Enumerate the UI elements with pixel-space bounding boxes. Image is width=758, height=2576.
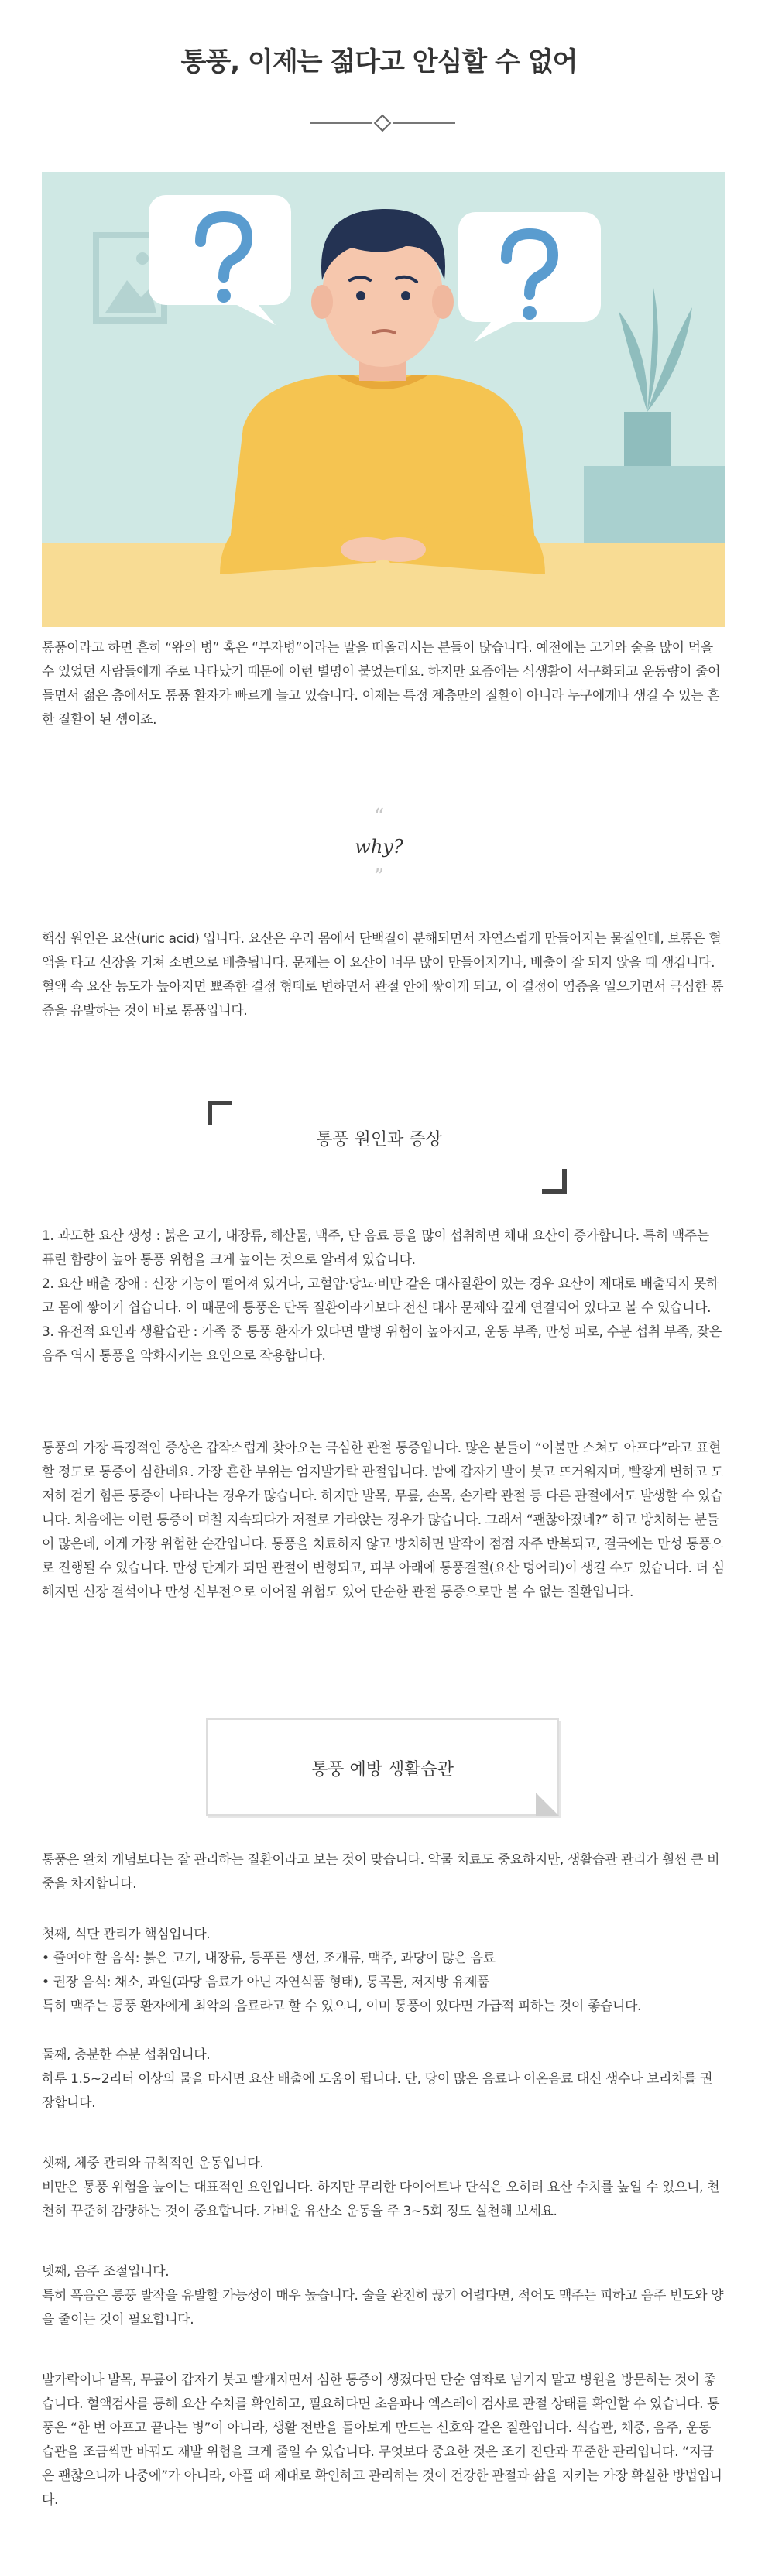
alcohol-section xyxy=(42,2260,725,2332)
alcohol-body: 특히 폭음은 통풍 발작을 유발할 가능성이 매우 높습니다. 술을 완전히 끊기 어렵다면, 적어도 맥주는 피하고 음주 빈도와 양을 줄이는 것이 필요합니다. xyxy=(42,2288,724,2328)
prevention-intro: 통풍은 완치 개념보다는 잘 관리하는 질환이라고 보는 것이 맞습니다. 약물 치료도 중요하지만, 생활습관 관리가 훨씬 큰 비중을 차지합니다. xyxy=(42,1852,720,1892)
exercise-heading: 셋째, 체중 관리와 규칙적인 운동입니다. xyxy=(42,2156,264,2171)
diet-reduce: • 줄여야 할 음식: 붉은 고기, 내장류, 등푸른 생선, 조개류, 맥주, 과당이 많은 음료 xyxy=(42,1951,496,1966)
water-section xyxy=(42,2043,725,2115)
page-title: 통풍, 이제는 젊다고 안심할 수 없어 xyxy=(180,46,578,77)
symptoms-paragraph: 통풍의 가장 특징적인 증상은 갑작스럽게 찾아오는 극심한 관절 통증입니다. 많은 분들이 “이불만 스쳐도 아프다”라고 표현할 정도로 통증이 심한데요. 가장 흔한 부위는 엄지발가락 관절입니다. 밤에 갑자기 발이 붓고 뜨거워지며, 빨갛게 변하고 도저히 걷기 힘든 통증이 나타나는 경우가 많습니다. 하지만 발목, 무릎, 손목, 손가락 관절 등 다른 관절에서도 발생할 수 있습니다. 처음에는 이런 통증이 며칠 지속되다가 저절로 가라앉는 경우가 많습니다. 그래서 “괜찮아졌네?” 하고 방치하는 분들이 많은데, 이게 가장 위험한 순간입니다. 통풍을 치료하지 않고 방치하면 발작이 점점 자주 반복되고, 결국에는 만성 통풍으로 진행될 수 있습니다. 만성 단계가 되면 관절이 변형되고, 피부 아래에 통풍결절(요산 덩어리)이 생길 수도 있습니다. 더 심해지면 신장 결석이나 만성 신부전으로 이어질 위험도 있어 단순한 관절 통증으로만 볼 수 없는 질환입니다. xyxy=(42,1440,725,1600)
causes-list xyxy=(42,1225,725,1368)
diamond-icon xyxy=(374,115,392,132)
cause-item-3: 3. 유전적 요인과 생활습관 : 가족 중 통풍 환자가 있다면 발병 위험이 높아지고, 운동 부족, 만성 피로, 수분 섭취 부족, 잦은 음주 역시 통풍을 악화시키는 요인으로 작용합니다. xyxy=(42,1324,722,1364)
section-title-card xyxy=(206,1718,559,1816)
diet-recommend: • 권장 음식: 채소, 과일(과당 음료가 아닌 자연식품 형태), 통곡물, 저지방 유제품 xyxy=(42,1975,490,1990)
water-heading: 둘째, 충분한 수분 섭취입니다. xyxy=(42,2047,211,2063)
page-fold-icon xyxy=(536,1793,559,1816)
bracket-bottom-right-icon xyxy=(542,1169,567,1194)
alcohol-heading: 넷째, 음주 조절입니다. xyxy=(42,2264,170,2280)
diet-heading: 첫째, 식단 관리가 핵심입니다. xyxy=(42,1927,211,1942)
why-heading: why? xyxy=(355,836,403,858)
quote-open-icon: “ xyxy=(373,805,385,828)
exercise-section xyxy=(42,2152,725,2224)
section-title-prevention: 통풍 예방 생활습관 xyxy=(310,1760,454,1780)
cause-item-2: 2. 요산 배출 장애 : 신장 기능이 떨어져 있거나, 고혈압·당뇨·비만 같은 대사질환이 있는 경우 요산이 제대로 배출되지 못하고 몸에 쌓이기 쉽습니다. 이 때문에 통풍은 단독 질환이라기보다 전신 대사 문제와 깊게 연결되어 있다고 볼 수 있습니다. xyxy=(42,1276,719,1316)
exercise-body: 비만은 통풍 위험을 높이는 대표적인 요인입니다. 하지만 무리한 다이어트나 단식은 오히려 요산 수치를 높일 수 있으니, 천천히 꾸준히 감량하는 것이 중요합니다. 가벼운 유산소 운동을 주 3~5회 정도 실천해 보세요. xyxy=(42,2180,720,2219)
quote-close-icon: ” xyxy=(373,865,385,889)
title-divider xyxy=(310,122,455,124)
section-title-causes: 통풍 원인과 증상 xyxy=(316,1130,442,1149)
confused-man-illustration xyxy=(42,172,725,627)
hero-illustration xyxy=(42,172,725,627)
bracket-top-left-icon xyxy=(208,1101,232,1125)
cause-paragraph: 핵심 원인은 요산(uric acid) 입니다. 요산은 우리 몸에서 단백질이 분해되면서 자연스럽게 만들어지는 물질인데, 보통은 혈액을 타고 신장을 거쳐 소변으로 배출됩니다. 문제는 이 요산이 너무 많이 만들어지거나, 배출이 잘 되지 않을 때 생깁니다. 혈액 속 요산 농도가 높아지면 뾰족한 결정 형태로 변하면서 관절 안에 쌓이게 되고, 이 결정이 염증을 일으키면서 극심한 통증을 유발하는 것이 바로 통풍입니다. xyxy=(42,931,724,1019)
closing-paragraph: 발가락이나 발목, 무릎이 갑자기 붓고 빨개지면서 심한 통증이 생겼다면 단순 염좌로 넘기지 말고 병원을 방문하는 것이 좋습니다. 혈액검사를 통해 요산 수치를 확인하고, 필요하다면 초음파나 엑스레이 검사로 관절 상태를 확인할 수 있습니다. 통풍은 “한 번 아프고 끝나는 병”이 아니라, 생활 전반을 돌아보게 만드는 신호와 같은 질환입니다. 식습관, 체중, 음주, 운동 습관을 조금씩만 바꿔도 재발 위험을 크게 줄일 수 있습니다. 무엇보다 중요한 것은 조기 진단과 꾸준한 관리입니다. “지금은 괜찮으니까 나중에”가 아니라, 아플 때 제대로 확인하고 관리하는 것이 건강한 관절과 삶을 지키는 가장 확실한 방법입니다. xyxy=(42,2372,722,2508)
cause-item-1: 1. 과도한 요산 생성 : 붉은 고기, 내장류, 해산물, 맥주, 단 음료 등을 많이 섭취하면 체내 요산이 증가합니다. 특히 맥주는 퓨린 함량이 높아 통풍 위험을 크게 높이는 것으로 알려져 있습니다. xyxy=(42,1228,709,1268)
diet-note: 특히 맥주는 통풍 환자에게 최악의 음료라고 할 수 있으니, 이미 통풍이 있다면 가급적 피하는 것이 좋습니다. xyxy=(42,1999,642,2014)
diet-section xyxy=(42,1923,725,2019)
water-body: 하루 1.5~2리터 이상의 물을 마시면 요산 배출에 도움이 됩니다. 단, 당이 많은 음료나 이온음료 대신 생수나 보리차를 권장합니다. xyxy=(42,2071,713,2111)
intro-paragraph: 통풍이라고 하면 흔히 “왕의 병” 혹은 “부자병”이라는 말을 떠올리시는 분들이 많습니다. 예전에는 고기와 술을 많이 먹을 수 있었던 사람들에게 주로 나타났기 때문에 이런 별명이 붙었는데요. 하지만 요즘에는 식생활이 서구화되고 운동량이 줄어들면서 젊은 층에서도 통풍 환자가 빠르게 늘고 있습니다. 이제는 특정 계층만의 질환이 아니라 누구에게나 생길 수 있는 흔한 질환이 된 셈이죠. xyxy=(42,640,721,728)
